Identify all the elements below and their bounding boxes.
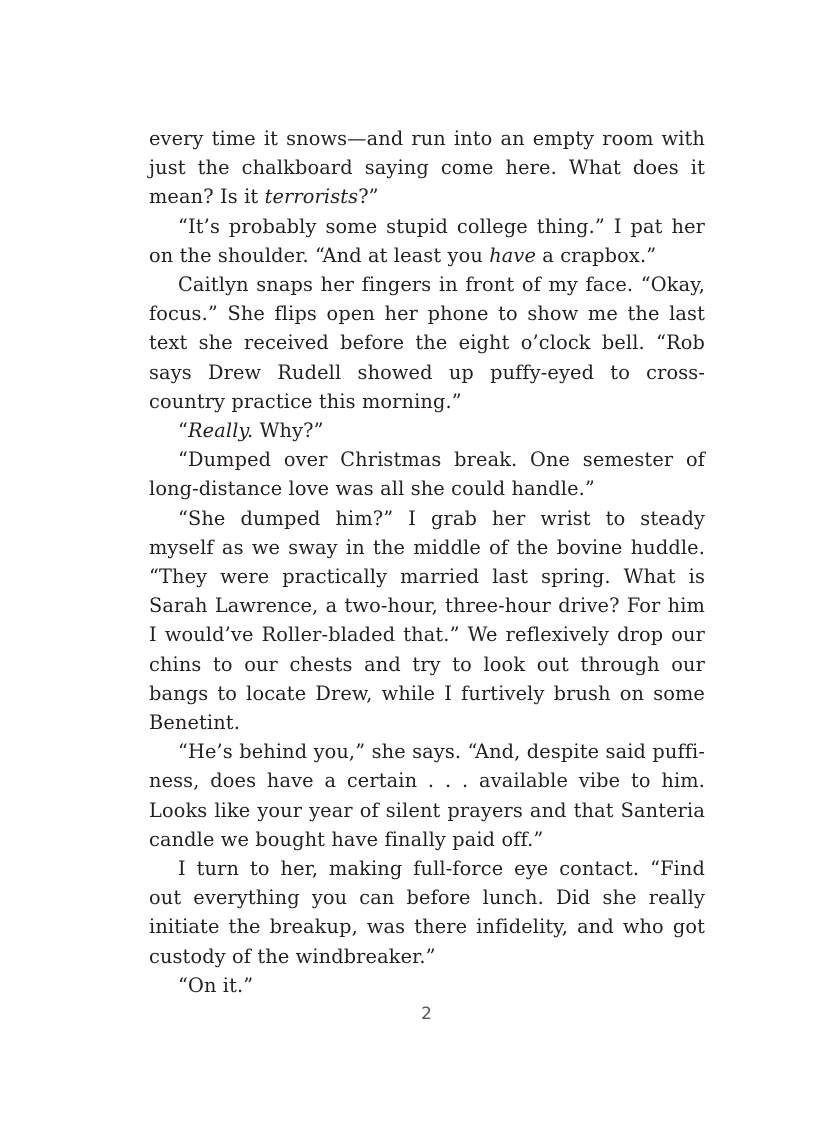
paragraph-4: “Really. Why?” xyxy=(178,419,324,443)
paragraph-9: “On it.” xyxy=(178,973,254,997)
paragraph-3: Caitlyn snaps her fingers in front of my face. “Okay, focus.” She flips open her phone to show me the last text she received before the eight o’clock bell. “Rob says Drew Rudell showed up puffy-eyed to cross-country practice this morning.” xyxy=(149,273,705,413)
paragraph-6: “She dumped him?” I grab her wrist to steady myself as we sway in the middle of the bovine huddle. “They were practically married last spring. What is Sarah Lawrence, a two-hour, three-hour drive? For him I would’ve Roller-bladed that.” We reflexively drop our chins to our chests and try to look out through our bangs to locate Drew, while I furtively brush on some Benetint. xyxy=(149,506,705,735)
italic-word-really: Really. xyxy=(188,419,254,443)
body-text xyxy=(149,124,705,1000)
paragraph-7: “He’s behind you,” she says. “And, despite said puffi-ness, does have a certain . . . available vibe to him. Looks like your year of silent prayers and that Santeria candle we bought have finally paid off.” xyxy=(149,740,705,851)
paragraph-8: I turn to her, making full-force eye contact. “Find out everything you can before lunch. Did she really initiate the breakup, was there infidelity, and who got custody of the windbreaker.” xyxy=(149,857,705,968)
paragraph-1: every time it snows—and run into an empty room with just the chalkboard saying come here. What does it mean? Is it terrorists?” xyxy=(149,127,705,209)
italic-word-have: have xyxy=(489,243,537,267)
paragraph-5: “Dumped over Christmas break. One semester of long-distance love was all she could handle.” xyxy=(149,448,705,501)
page-number: 2 xyxy=(421,1004,433,1024)
italic-word-terrorists: terrorists xyxy=(264,185,359,209)
paragraph-2: “It’s probably some stupid college thing.” I pat her on the shoulder. “And at least you have a crapbox.” xyxy=(149,214,705,267)
